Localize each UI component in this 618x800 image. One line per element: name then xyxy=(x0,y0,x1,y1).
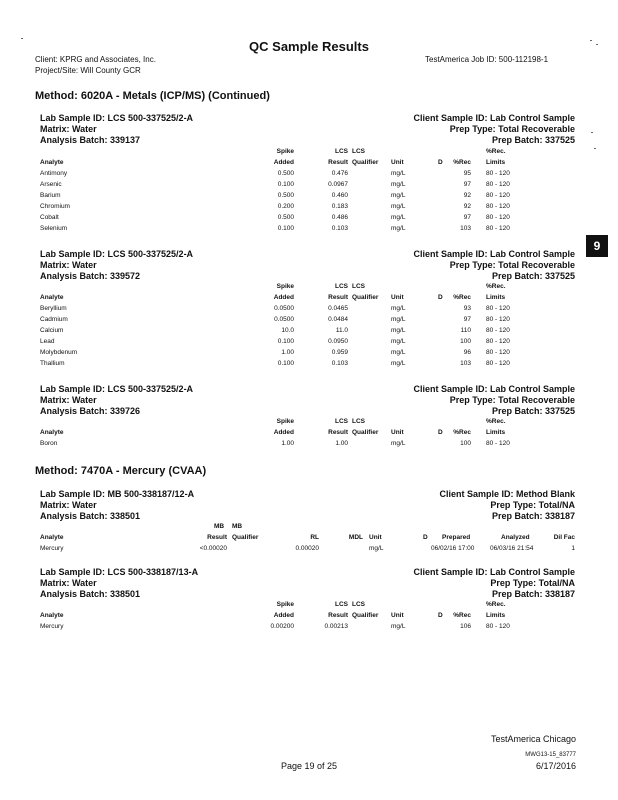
table-row-unit: mg/L xyxy=(391,360,406,367)
col-unit: Unit xyxy=(391,294,404,301)
col-spike: Added xyxy=(273,294,294,301)
table-row-result: 0.183 xyxy=(331,203,348,210)
table-row-spike: 0.100 xyxy=(277,181,294,188)
table-row-unit: mg/L xyxy=(391,170,406,177)
col-analyte: Analyte xyxy=(40,159,64,166)
table-row-rec: 103 xyxy=(460,360,471,367)
client-sample-id: Client Sample ID: Lab Control Sample xyxy=(413,567,575,577)
col-rec: %Rec xyxy=(453,429,471,436)
client-sample-id: Client Sample ID: Lab Control Sample xyxy=(413,249,575,259)
table-row-limits: 80 - 120 xyxy=(486,192,510,199)
table-row-unit: mg/L xyxy=(391,327,406,334)
col-unit: Unit xyxy=(391,429,404,436)
table-row-unit: mg/L xyxy=(391,181,406,188)
table-row-unit: mg/L xyxy=(391,192,406,199)
table-row-limits: 80 - 120 xyxy=(486,623,510,630)
col-rec-top: %Rec. xyxy=(486,283,506,290)
col-lcs-result: Result xyxy=(328,159,348,166)
analysis-batch: Analysis Batch: 338501 xyxy=(40,511,141,521)
lab-sample-id: Lab Sample ID: MB 500-338187/12-A xyxy=(40,489,195,499)
table-row-rec: 100 xyxy=(460,440,471,447)
col-lcs-result-top: LCS xyxy=(335,601,348,608)
table-row-analyte: Barium xyxy=(40,192,61,199)
col-spike: Added xyxy=(273,429,294,436)
table-row-result: 0.959 xyxy=(331,349,348,356)
table-row-unit: mg/L xyxy=(391,338,406,345)
table-row-rec: 100 xyxy=(460,338,471,345)
table-row-result: 0.00213 xyxy=(324,623,348,630)
col-spike-top: Spike xyxy=(276,601,294,608)
table-row-result: 0.486 xyxy=(331,214,348,221)
table-row-result: 0.460 xyxy=(331,192,348,199)
scan-artifact xyxy=(590,40,592,41)
scan-artifact xyxy=(596,44,598,45)
col-d: D xyxy=(438,612,443,619)
col-lcs-result: Result xyxy=(328,612,348,619)
prep-batch: Prep Batch: 338187 xyxy=(491,511,575,521)
col-mb-result-top: MB xyxy=(214,523,225,530)
table-row-spike: 1.00 xyxy=(281,349,294,356)
table-row-unit: mg/L xyxy=(391,349,406,356)
table-row-rec: 110 xyxy=(460,327,471,334)
col-lcs-qual: Qualifier xyxy=(352,612,379,619)
table-row-limits: 80 - 120 xyxy=(486,181,510,188)
table-row-analyte: Calcium xyxy=(40,327,64,334)
col-analyte: Analyte xyxy=(40,294,64,301)
table-row-spike: 0.100 xyxy=(277,225,294,232)
table-row-spike: 10.0 xyxy=(281,327,294,334)
table-row-limits: 80 - 120 xyxy=(486,316,510,323)
method-6020a-heading: Method: 6020A - Metals (ICP/MS) (Continued) xyxy=(35,90,270,102)
table-row-result: 0.0967 xyxy=(328,181,348,188)
table-row-rec: 106 xyxy=(460,623,471,630)
table-row-analyzed: 06/03/16 21:54 xyxy=(490,545,534,552)
table-row-spike: 0.00200 xyxy=(270,623,294,630)
footer-lab-name: TestAmerica Chicago xyxy=(490,734,576,744)
page-title: QC Sample Results xyxy=(249,39,369,54)
table-row-analyte: Antimony xyxy=(40,170,68,177)
lab-sample-id: Lab Sample ID: LCS 500-338187/13-A xyxy=(40,567,199,577)
table-row-spike: 0.500 xyxy=(277,214,294,221)
table-row-analyte: Beryllium xyxy=(40,305,67,312)
table-row-spike: 0.100 xyxy=(277,360,294,367)
table-row-prepared: 06/02/16 17:00 xyxy=(431,545,475,552)
table-row-limits: 80 - 120 xyxy=(486,327,510,334)
prep-type: Prep Type: Total/NA xyxy=(490,578,575,588)
col-spike-top: Spike xyxy=(276,283,294,290)
col-lcs-qual-top: LCS xyxy=(352,148,365,155)
scan-artifact xyxy=(591,132,593,133)
col-lcs-result-top: LCS xyxy=(335,283,348,290)
prep-batch: Prep Batch: 337525 xyxy=(491,406,575,416)
col-rec: %Rec xyxy=(453,159,471,166)
table-row-result: 0.103 xyxy=(331,360,348,367)
prep-type: Prep Type: Total Recoverable xyxy=(449,124,575,134)
col-analyte: Analyte xyxy=(40,612,64,619)
col-unit: Unit xyxy=(391,159,404,166)
scan-artifact xyxy=(21,38,23,39)
col-rec: %Rec xyxy=(453,612,471,619)
col-unit: Unit xyxy=(391,612,404,619)
col-lcs-qual-top: LCS xyxy=(352,601,365,608)
table-row-analyte: Mercury xyxy=(40,545,64,552)
table-row-analyte: Chromium xyxy=(40,203,70,210)
table-row-analyte: Selenium xyxy=(40,225,68,232)
prep-type: Prep Type: Total Recoverable xyxy=(449,395,575,405)
col-d: D xyxy=(423,534,428,541)
col-spike: Added xyxy=(273,612,294,619)
analysis-batch: Analysis Batch: 339137 xyxy=(40,135,141,145)
method-7470a-heading: Method: 7470A - Mercury (CVAA) xyxy=(35,465,207,477)
col-mb-result: Result xyxy=(207,534,227,541)
table-row-analyte: Molybdenum xyxy=(40,349,78,356)
table-row-spike: 0.500 xyxy=(277,192,294,199)
table-row-rec: 97 xyxy=(463,181,471,188)
table-row-limits: 80 - 120 xyxy=(486,305,510,312)
analysis-batch: Analysis Batch: 339726 xyxy=(40,406,141,416)
analysis-batch: Analysis Batch: 339572 xyxy=(40,271,141,281)
matrix: Matrix: Water xyxy=(40,124,97,134)
col-mb-qual: Qualifier xyxy=(232,534,259,541)
col-unit: Unit xyxy=(369,534,382,541)
col-rec-top: %Rec. xyxy=(486,601,506,608)
table-row-result: 1.00 xyxy=(335,440,348,447)
table-row-result: 0.0484 xyxy=(328,316,348,323)
col-limits: Limits xyxy=(486,159,506,166)
table-row-limits: 80 - 120 xyxy=(486,349,510,356)
table-row-rec: 97 xyxy=(463,214,471,221)
matrix: Matrix: Water xyxy=(40,500,97,510)
table-row-spike: 0.500 xyxy=(277,170,294,177)
col-rec-top: %Rec. xyxy=(486,148,506,155)
table-row-unit: mg/L xyxy=(391,203,406,210)
table-row-analyte: Boron xyxy=(40,440,58,447)
lab-sample-id: Lab Sample ID: LCS 500-337525/2-A xyxy=(40,249,194,259)
col-lcs-qual: Qualifier xyxy=(352,294,379,301)
prep-batch: Prep Batch: 337525 xyxy=(491,271,575,281)
table-row-dil-fac: 1 xyxy=(571,545,575,552)
table-row-result: 0.103 xyxy=(331,225,348,232)
col-spike: Added xyxy=(273,159,294,166)
col-analyte: Analyte xyxy=(40,534,64,541)
table-row-limits: 80 - 120 xyxy=(486,440,510,447)
col-limits: Limits xyxy=(486,612,506,619)
col-analyte: Analyte xyxy=(40,429,64,436)
matrix: Matrix: Water xyxy=(40,260,97,270)
col-spike-top: Spike xyxy=(276,418,294,425)
col-rec-top: %Rec. xyxy=(486,418,506,425)
col-mb-qual-top: MB xyxy=(232,523,243,530)
table-row-unit: mg/L xyxy=(391,305,406,312)
footer-doc-code: MWG13-15_83777 xyxy=(525,752,576,758)
job-id: TestAmerica Job ID: 500-112198-1 xyxy=(425,55,549,64)
col-lcs-result-top: LCS xyxy=(335,418,348,425)
table-row-analyte: Cobalt xyxy=(40,214,59,221)
table-row-limits: 80 - 120 xyxy=(486,338,510,345)
col-d: D xyxy=(438,294,443,301)
table-row-result: <0.00020 xyxy=(199,545,227,552)
col-d: D xyxy=(438,429,443,436)
table-row-unit: mg/L xyxy=(391,623,406,630)
col-mdl: MDL xyxy=(348,534,363,541)
col-analyzed: Analyzed xyxy=(501,534,530,541)
analysis-batch: Analysis Batch: 338501 xyxy=(40,589,141,599)
col-lcs-qual: Qualifier xyxy=(352,429,379,436)
table-row-unit: mg/L xyxy=(391,225,406,232)
col-rec: %Rec xyxy=(453,294,471,301)
page-number: Page 19 of 25 xyxy=(280,761,338,771)
col-lcs-result: Result xyxy=(328,294,348,301)
table-row-rec: 93 xyxy=(463,305,471,312)
matrix: Matrix: Water xyxy=(40,578,97,588)
lab-sample-id: Lab Sample ID: LCS 500-337525/2-A xyxy=(40,113,194,123)
table-row-rec: 96 xyxy=(463,349,471,356)
col-spike-top: Spike xyxy=(276,148,294,155)
col-prepared: Prepared xyxy=(442,534,471,541)
table-row-limits: 80 - 120 xyxy=(486,170,510,177)
col-lcs-result-top: LCS xyxy=(335,148,348,155)
table-row-unit: mg/L xyxy=(391,316,406,323)
client-sample-id: Client Sample ID: Method Blank xyxy=(439,489,575,499)
table-row-analyte: Cadmium xyxy=(40,316,68,323)
section-tab-9[interactable]: 9 xyxy=(586,235,608,257)
table-row-rec: 92 xyxy=(463,203,471,210)
client-name: Client: KPRG and Associates, Inc. xyxy=(35,55,156,64)
table-row-analyte: Arsenic xyxy=(40,181,62,188)
table-row-spike: 0.0500 xyxy=(274,305,294,312)
client-sample-id: Client Sample ID: Lab Control Sample xyxy=(413,113,575,123)
prep-batch: Prep Batch: 337525 xyxy=(491,135,575,145)
prep-batch: Prep Batch: 338187 xyxy=(491,589,575,599)
table-row-limits: 80 - 120 xyxy=(486,225,510,232)
table-row-limits: 80 - 120 xyxy=(486,360,510,367)
table-row-spike: 0.200 xyxy=(277,203,294,210)
table-row-analyte: Lead xyxy=(40,338,55,345)
table-row-rl: 0.00020 xyxy=(295,545,319,552)
table-row-spike: 0.100 xyxy=(277,338,294,345)
table-row-unit: mg/L xyxy=(391,214,406,221)
table-row-rec: 103 xyxy=(460,225,471,232)
table-row-spike: 0.0500 xyxy=(274,316,294,323)
table-row-result: 0.476 xyxy=(331,170,348,177)
table-row-unit: mg/L xyxy=(391,440,406,447)
table-row-limits: 80 - 120 xyxy=(486,214,510,221)
col-limits: Limits xyxy=(486,429,506,436)
col-lcs-qual-top: LCS xyxy=(352,418,365,425)
lab-sample-id: Lab Sample ID: LCS 500-337525/2-A xyxy=(40,384,194,394)
scan-artifact xyxy=(594,148,596,149)
col-lcs-qual: Qualifier xyxy=(352,159,379,166)
client-sample-id: Client Sample ID: Lab Control Sample xyxy=(413,384,575,394)
col-rl: RL xyxy=(310,534,319,541)
table-row-unit: mg/L xyxy=(369,545,384,552)
prep-type: Prep Type: Total/NA xyxy=(490,500,575,510)
col-lcs-result: Result xyxy=(328,429,348,436)
table-row-limits: 80 - 120 xyxy=(486,203,510,210)
table-row-rec: 92 xyxy=(463,192,471,199)
table-row-result: 0.0950 xyxy=(328,338,348,345)
table-row-analyte: Thallium xyxy=(40,360,65,367)
table-row-result: 0.0465 xyxy=(328,305,348,312)
table-row-rec: 97 xyxy=(463,316,471,323)
table-row-spike: 1.00 xyxy=(281,440,294,447)
table-row-rec: 95 xyxy=(463,170,471,177)
footer-date: 6/17/2016 xyxy=(535,761,576,771)
col-dil-fac: Dil Fac xyxy=(553,534,575,541)
prep-type: Prep Type: Total Recoverable xyxy=(449,260,575,270)
matrix: Matrix: Water xyxy=(40,395,97,405)
table-row-analyte: Mercury xyxy=(40,623,64,630)
col-lcs-qual-top: LCS xyxy=(352,283,365,290)
col-limits: Limits xyxy=(486,294,506,301)
project-site: Project/Site: Will County GCR xyxy=(35,66,141,75)
col-d: D xyxy=(438,159,443,166)
table-row-result: 11.0 xyxy=(335,327,348,334)
